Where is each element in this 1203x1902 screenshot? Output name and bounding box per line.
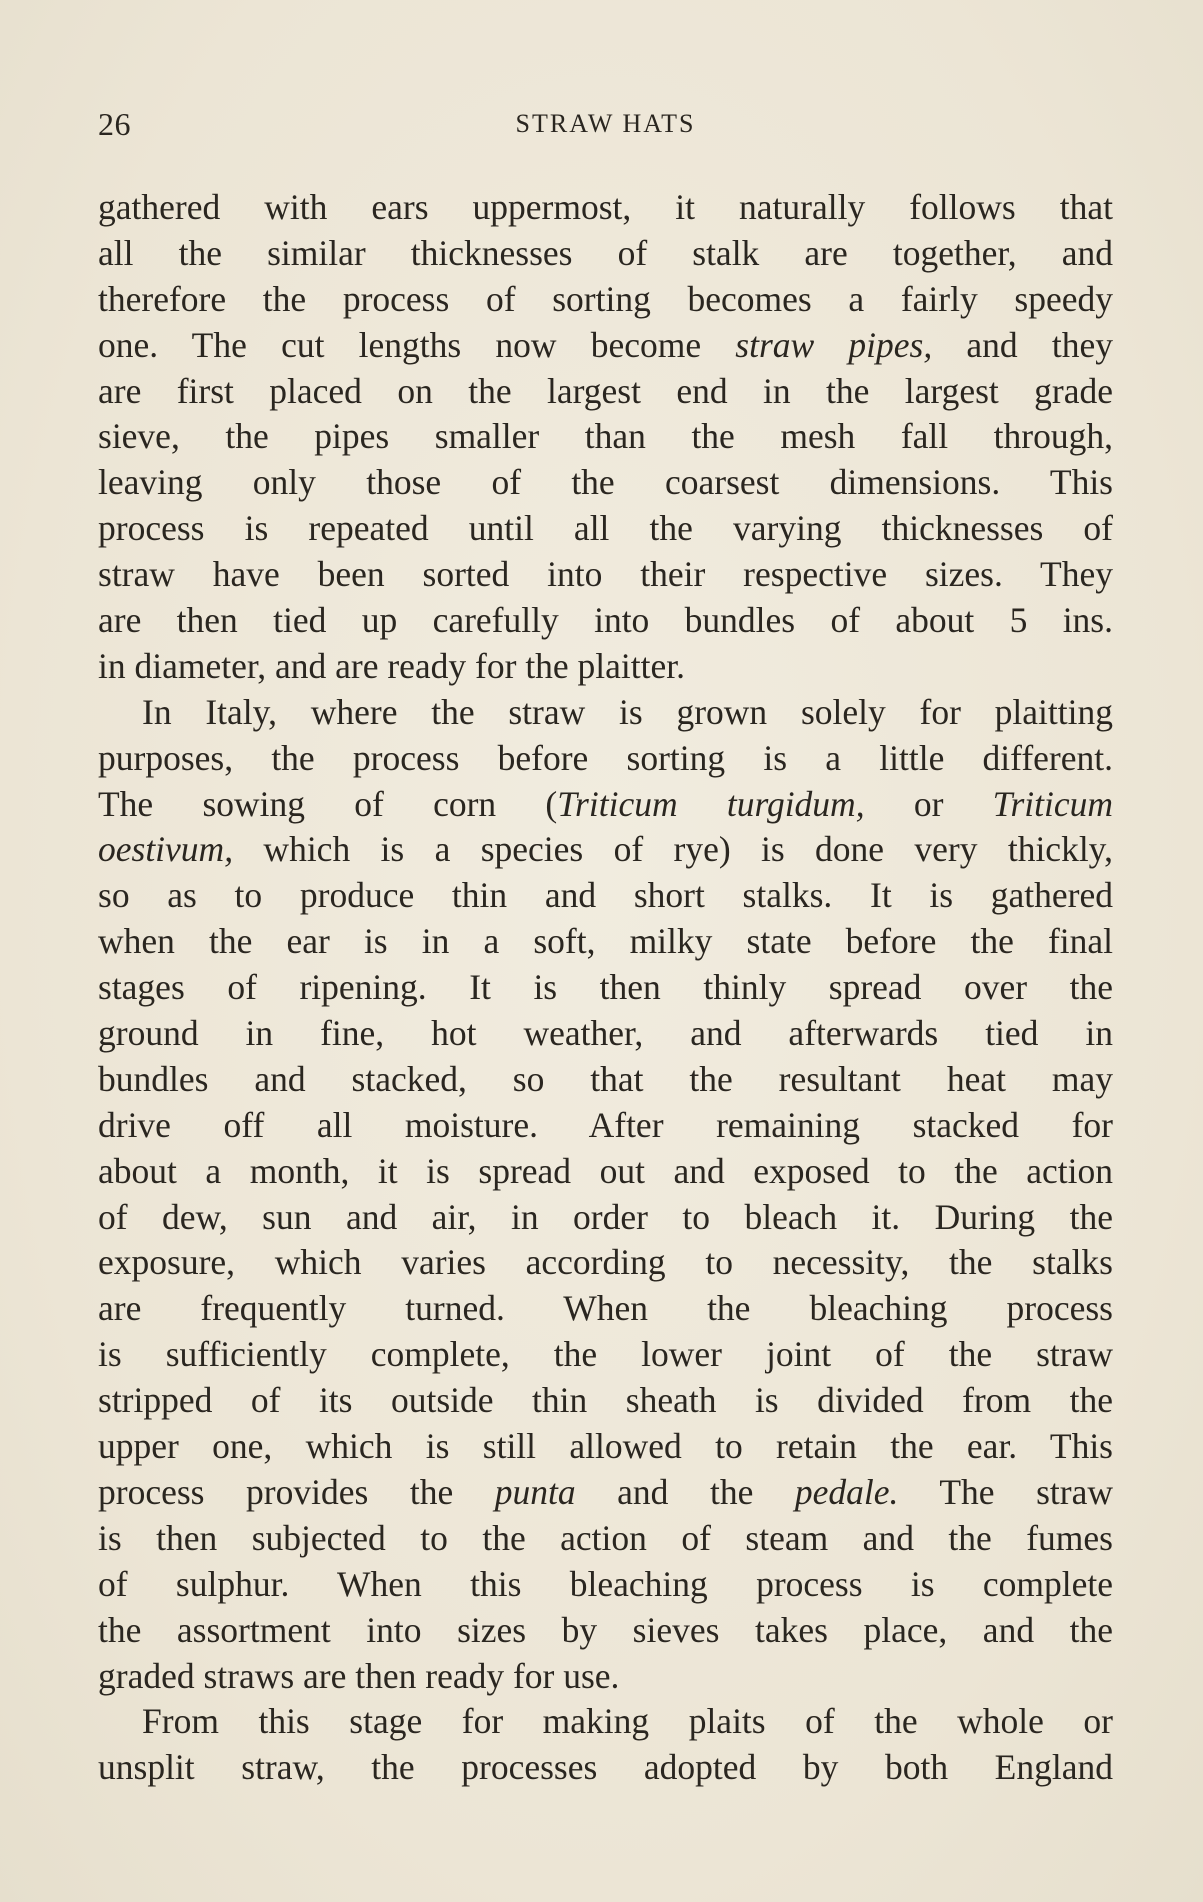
text-segment: of dew, sun and air, in order to bleach it. During the xyxy=(98,1196,1113,1237)
text-line xyxy=(98,1654,1113,1700)
text-line xyxy=(98,736,1113,782)
text-segment: leaving only those of the coarsest dimensions. This xyxy=(98,462,1113,503)
text-segment: process is repeated until all the varying thicknesses of xyxy=(98,508,1113,549)
text-segment: are frequently turned. When the bleaching process xyxy=(98,1288,1113,1329)
text-line xyxy=(98,1745,1113,1791)
text-segment: so as to produce thin and short stalks. It is gathered xyxy=(98,875,1113,916)
text-segment: gathered with ears uppermost, it naturally follows that xyxy=(98,187,1113,227)
text-segment: In Italy, where the straw is grown solely for plaitting xyxy=(142,691,1113,732)
text-segment: and they xyxy=(932,324,1113,365)
text-segment: stripped of its outside thin sheath is divided from the xyxy=(98,1380,1113,1421)
text-line xyxy=(98,323,1113,369)
text-segment: From this stage for making plaits of the whole or xyxy=(142,1701,1113,1742)
text-segment: process provides the xyxy=(98,1471,495,1512)
text-line xyxy=(98,644,1113,690)
text-segment: stages of ripening. It is then thinly spread over the xyxy=(98,967,1113,1008)
text-line xyxy=(98,552,1113,598)
text-line xyxy=(98,1149,1113,1195)
body-text xyxy=(98,185,1113,1791)
text-segment: in diameter, and are ready for the plaitter. xyxy=(98,645,686,686)
text-segment: the assortment into sizes by sieves takes place, and the xyxy=(98,1609,1113,1650)
text-line xyxy=(98,1057,1113,1103)
text-line xyxy=(98,965,1113,1011)
text-segment: of sulphur. When this bleaching process is complete xyxy=(98,1563,1113,1604)
text-line xyxy=(98,690,1113,736)
text-segment: exposure, which varies according to necessity, the stalks xyxy=(98,1242,1113,1283)
text-segment: are first placed on the largest end in the largest grade xyxy=(98,370,1113,411)
text-segment: The straw xyxy=(898,1471,1113,1512)
text-line xyxy=(98,919,1113,965)
text-line xyxy=(98,1699,1113,1745)
italic-term: Triticum xyxy=(992,783,1113,824)
text-line xyxy=(98,1103,1113,1149)
text-segment: unsplit straw, the processes adopted by both England xyxy=(98,1747,1113,1788)
text-segment: The sowing of corn ( xyxy=(98,783,558,824)
text-line xyxy=(98,1240,1113,1286)
text-line xyxy=(98,506,1113,552)
text-line xyxy=(98,460,1113,506)
text-line xyxy=(98,231,1113,277)
text-line xyxy=(98,1195,1113,1241)
text-segment: sieve, the pipes smaller than the mesh fall through, xyxy=(98,416,1113,457)
text-line xyxy=(98,414,1113,460)
italic-term: Triticum turgidum, xyxy=(557,783,865,824)
text-segment: straw have been sorted into their respective sizes. They xyxy=(98,554,1113,595)
italic-term: pedale. xyxy=(794,1471,899,1512)
running-head: STRAW HATS xyxy=(515,109,696,138)
text-line xyxy=(98,1516,1113,1562)
text-segment: graded straws are then ready for use. xyxy=(98,1655,620,1696)
text-segment: or xyxy=(864,783,993,824)
text-segment: upper one, which is still allowed to retain the ear. This xyxy=(98,1426,1113,1467)
text-segment: drive off all moisture. After remaining stacked for xyxy=(98,1104,1113,1145)
text-segment: one. The cut lengths now become xyxy=(98,324,736,365)
text-segment: is sufficiently complete, the lower joint of the straw xyxy=(98,1334,1113,1375)
text-line xyxy=(98,369,1113,415)
text-segment: and the xyxy=(575,1471,795,1512)
text-segment: therefore the process of sorting becomes a fairly speedy xyxy=(98,278,1113,319)
text-segment: all the similar thicknesses of stalk are together, and xyxy=(98,232,1113,273)
text-segment: about a month, it is spread out and exposed to the action xyxy=(98,1150,1113,1191)
text-line xyxy=(98,1332,1113,1378)
text-segment: is then subjected to the action of steam and the fumes xyxy=(98,1517,1113,1558)
text-segment: bundles and stacked, so that the resultant heat may xyxy=(98,1058,1113,1099)
text-line xyxy=(98,1011,1113,1057)
text-segment: purposes, the process before sorting is a little different. xyxy=(98,737,1113,778)
text-line xyxy=(98,1286,1113,1332)
page-header xyxy=(98,104,1113,144)
text-line xyxy=(98,1562,1113,1608)
text-line xyxy=(98,1608,1113,1654)
text-line xyxy=(98,1378,1113,1424)
text-line xyxy=(98,185,1113,231)
text-line xyxy=(98,277,1113,323)
text-line xyxy=(98,1424,1113,1470)
italic-term: punta xyxy=(494,1471,576,1512)
text-line xyxy=(98,873,1113,919)
text-segment: which is a species of rye) is done very thickly, xyxy=(233,829,1113,870)
text-line xyxy=(98,598,1113,644)
text-line xyxy=(98,827,1113,873)
text-segment: are then tied up carefully into bundles of about 5 ins. xyxy=(98,600,1113,641)
page-number: 26 xyxy=(98,106,131,142)
italic-term: straw pipes, xyxy=(735,324,933,365)
text-line xyxy=(98,1470,1113,1516)
text-segment: ground in fine, hot weather, and afterwards tied in xyxy=(98,1013,1113,1054)
italic-term: oestivum, xyxy=(98,829,234,870)
text-line xyxy=(98,782,1113,828)
text-segment: when the ear is in a soft, milky state before the final xyxy=(98,921,1113,962)
